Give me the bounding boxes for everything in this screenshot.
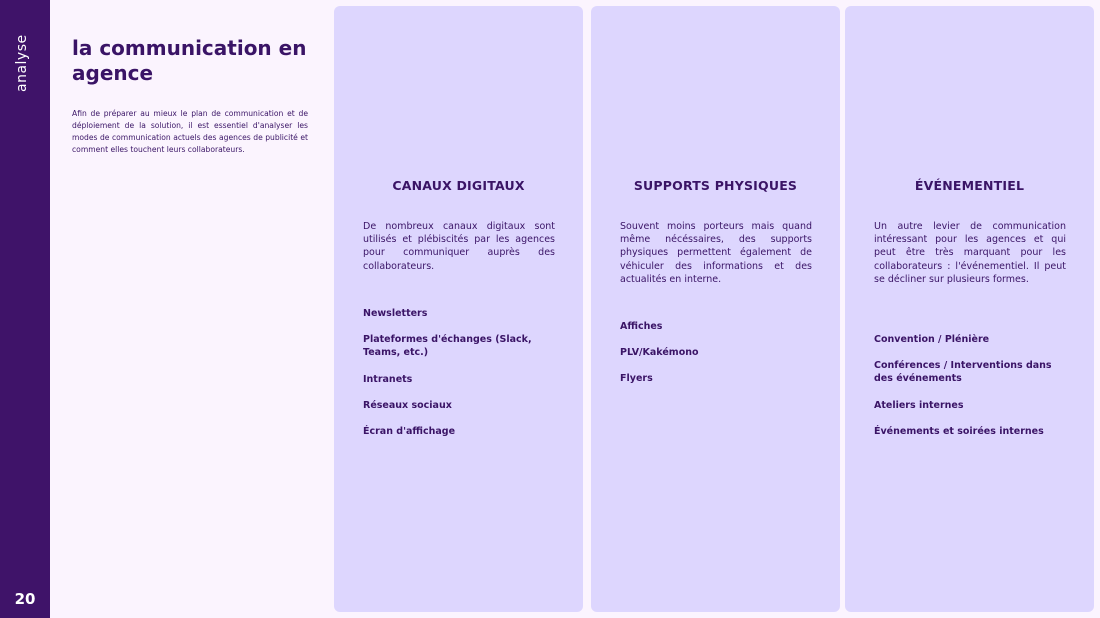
list-item: Convention / Plénière xyxy=(874,334,990,345)
card-evenementiel xyxy=(845,6,1094,612)
card-description: Un autre levier de communication intéressant pour les agences et qui peut être très marquant pour les collaborateurs : l'événementiel. Il peut se décliner sur plusieurs formes. xyxy=(874,221,1066,285)
list-item: Événements et soirées internes xyxy=(874,425,1044,437)
card-canaux-digitaux xyxy=(334,6,583,612)
card-list xyxy=(874,333,1066,451)
card-title: ÉVÉNEMENTIEL xyxy=(914,178,1025,193)
list-item: Ateliers internes xyxy=(874,399,964,411)
list-item: Affiches xyxy=(620,321,663,332)
card-list xyxy=(620,320,812,399)
page-number: 20 xyxy=(14,590,36,608)
list-item: Intranets xyxy=(363,373,413,385)
card-title: SUPPORTS PHYSIQUES xyxy=(633,178,798,193)
page-title: la communication en agence xyxy=(72,36,307,85)
card-supports-physiques xyxy=(591,6,840,612)
list-item: Écran d'affichage xyxy=(363,426,456,438)
list-item: Plateformes d'échanges (Slack, Teams, etc.) xyxy=(363,334,532,359)
sidebar xyxy=(0,0,50,618)
card-list xyxy=(363,307,555,451)
card-title: CANAUX DIGITAUX xyxy=(392,178,525,193)
card-description: Souvent moins porteurs mais quand même nécéssaires, des supports physiques permettent également de véhiculer des informations et des actualités en interne. xyxy=(620,221,812,285)
list-item: Flyers xyxy=(620,373,653,385)
list-item: PLV/Kakémono xyxy=(620,347,699,359)
card-description: De nombreux canaux digitaux sont utilisés et plébiscités par les agences pour communiquer auprès des collaborateurs. xyxy=(363,221,555,272)
list-item: Newsletters xyxy=(363,308,428,319)
list-item: Conférences / Interventions dans des événements xyxy=(874,360,1052,385)
list-item: Réseaux sociaux xyxy=(363,399,452,411)
section-label: analyse xyxy=(14,34,30,92)
intro-paragraph: Afin de préparer au mieux le plan de communication et de déploiement de la solution, il est essentiel d'analyser les modes de communication actuels des agences de publicité et comment elles touchent leurs collaborateurs. xyxy=(72,109,308,154)
